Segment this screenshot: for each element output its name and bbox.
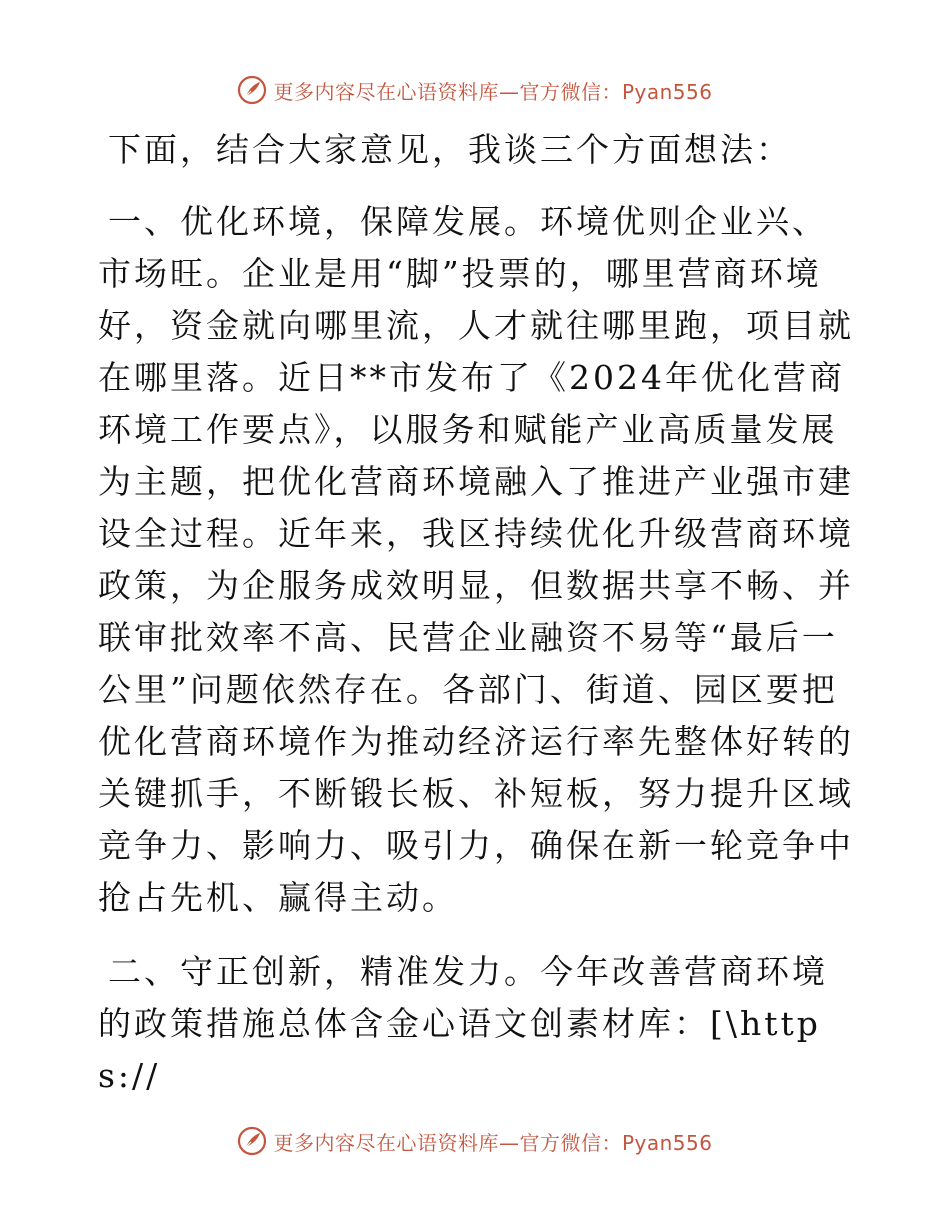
document-body (98, 120, 858, 1102)
section-1-paragraph: 一、优化环境，保障发展。环境优则企业兴、市场旺。企业是用“脚”投票的，哪里营商环境好，资金就向哪里流，人才就往哪里跑，项目就在哪里落。近日**市发布了《2024年优化营商环境工作要点》，以服务和赋能产业高质量发展为主题，把优化营商环境融入了推进产业强市建设全过程。近年来，我区持续优化升级营商环境政策，为企服务成效明显，但数据共享不畅、并联审批效率不高、民营企业融资不易等“最后一公里”问题依然存在。各部门、街道、园区要把优化营商环境作为推动经济运行率先整体好转的关键抓手，不断锻长板、补短板，努力提升区域竞争力、影响力、吸引力，确保在新一轮竞争中抢占先机、赢得主动。 (98, 202, 854, 917)
quill-pen-logo-icon (237, 1126, 267, 1156)
section-2-paragraph: 二、守正创新，精准发力。今年改善营商环境的政策措施总体含金心语文创素材库：[\https:// (98, 952, 828, 1095)
header-watermark (0, 73, 950, 107)
watermark-text: 更多内容尽在心语资料库—官方微信：Pyan556 (273, 79, 713, 104)
footer-watermark (0, 1124, 950, 1158)
watermark-text: 更多内容尽在心语资料库—官方微信：Pyan556 (273, 1130, 713, 1155)
quill-pen-logo-icon (237, 75, 267, 105)
intro-paragraph: 下面，结合大家意见，我谈三个方面想法： (108, 130, 792, 169)
